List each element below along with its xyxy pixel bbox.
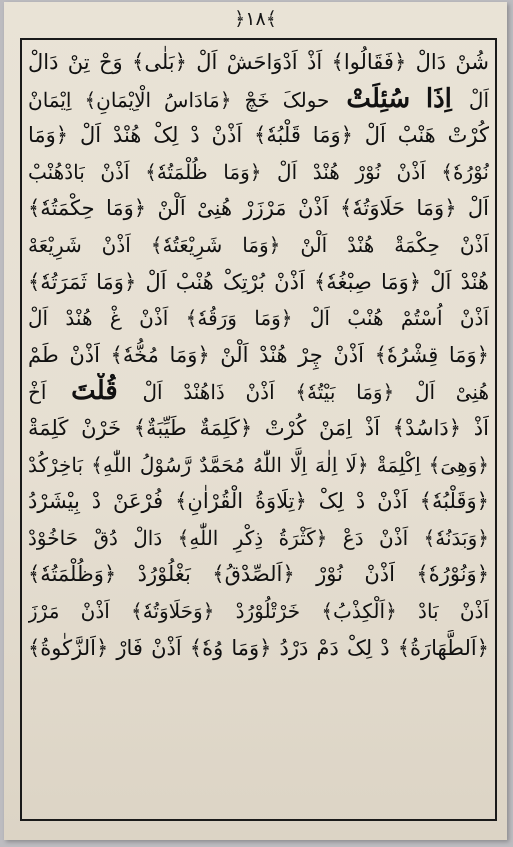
text-line: ﴿وَبَدَنُهٗ﴾ اَذْنْ دَعْ ﴿کَثْرَةُ ذِکْرِ اللّٰهِ﴾ دَالْ دُقْ حَاخُوْدْ <box>28 525 489 550</box>
text-line: ﴿وَهِیَ﴾ اِکْلِمَةْ ﴿لَا اِلٰهَ اِلَّا اللّٰهُ مُحَمَّدٌ رَّسُوْلُ اللّٰهِ﴾ بَاخِرْکُدْ <box>28 452 489 477</box>
text-line: ﴿وَقَلْبُهٗ﴾ اَذْنْ دْ لِکْ ﴿تِلَاوَةُ الْقُرْاٰنِ﴾ فُرْعَنْ دْ بِیْشَرْدُ <box>28 489 489 514</box>
text-line: اَذْ ﴿دَاسُدْ﴾ اَذْ اِمَنْ کُرْتْ ﴿کَلِمَةٌ طَیِّبَةٌ﴾ خَرْنْ کَلِمَةْ <box>28 415 489 440</box>
text-line: ﴿وَنُوْرُهٗ﴾ اَذْنْ نُوْرْ ﴿اَلصِّدْقُ﴾ بَغْلُوْرُدْ ﴿وَظُلْمَتُهٗ﴾ <box>28 562 489 587</box>
page-number: ﴿۱۸﴾ <box>234 8 277 30</box>
text-line: اَلْ ﴿وَمَا حَلَاوَتُهٗ﴾ اَذْنْ مَرْزَرْ هُنِیْ اَلْنْ ﴿وَمَا حِکْمَتُهٗ﴾ <box>28 196 489 221</box>
body-text <box>28 44 489 815</box>
book-page <box>4 2 507 840</box>
text-line: هُنْدْ اَلْ ﴿وَمَا صِبْغُهٗ﴾ اَذْنْ بُرْتِکْ هُنْبْ اَلْ ﴿وَمَا ثَمَرَتُهٗ﴾ <box>28 269 489 294</box>
line-text: اَخْ <box>28 380 47 405</box>
text-frame <box>20 38 497 821</box>
text-line: ﴿اَلطَّهَارَةُ﴾ دْ لِکْ دَمْ دَرْدُ ﴿وَمَا وُهٗ﴾ اَذْنْ فَارْ ﴿اَلزَّکٰوةُ﴾ <box>28 635 489 660</box>
line-text: هُنِیْ اَلْ ﴿وَمَا بَیْتُهٗ﴾ اَذْنْ ذَاهُنْدْ اَلْ <box>142 380 489 405</box>
line-text: حولکَ خَچْ ﴿مَادَاسُ الْاِیْمَانِ﴾ اِیْمَانْ <box>28 87 330 112</box>
text-line: اَذْنْ حِکْمَةْ هُنْدْ اَلْنْ ﴿وَمَا شَرِیْعَتُهٗ﴾ اَذْنْ شَرِیْعَهْ <box>28 232 489 257</box>
text-line: نُوْرُهٗ﴾ اَذْنْ نُوْرْ هُنْدْ اَلْ ﴿وَمَا ظُلْمَتُهٗ﴾ اَذْنْ بَادْهُنْبْ <box>28 159 489 184</box>
text-line: ﴿وَمَا قِشْرُهٗ﴾ اَذْنْ چِرْ هُنْدْ اَلْنْ ﴿وَمَا مُخُّهٗ﴾ اَذْنْ طَمْ <box>28 342 489 367</box>
line-text: اَلْ <box>468 87 489 112</box>
headword: قُلْتَ <box>71 376 118 407</box>
text-line <box>28 373 489 410</box>
text-line <box>28 81 489 118</box>
headword: اِذَا سُئِلَتْ <box>346 83 452 114</box>
text-line: شُنْ دَالْ ﴿فَقَالُوا﴾ اَذْ اَدْوَاحَشْ اَلْ ﴿بَلٰی﴾ وَحْ تِنْ دَالْ <box>28 50 489 74</box>
text-line: اَذْنْ اُسْتُمْ هُنْبْ اَلْ ﴿وَمَا وَرَقُهٗ﴾ اَذْنْ غْ هُنْدْ اَلْ <box>28 306 489 331</box>
text-line: کُرْتْ هَنْبْ اَلْ ﴿وَمَا قَلْبُهٗ﴾ اَذْنْ دْ لِکْ هُنْدْ اَلْ ﴿وَمَا <box>28 123 489 148</box>
text-line: اَذْنْ بَادْ ﴿اَلْکِذْبُ﴾ خَرْتْلُوْرُدْ ﴿وَحَلَاوَتُهٗ﴾ اَذْنْ مَرْزَ <box>28 598 489 623</box>
